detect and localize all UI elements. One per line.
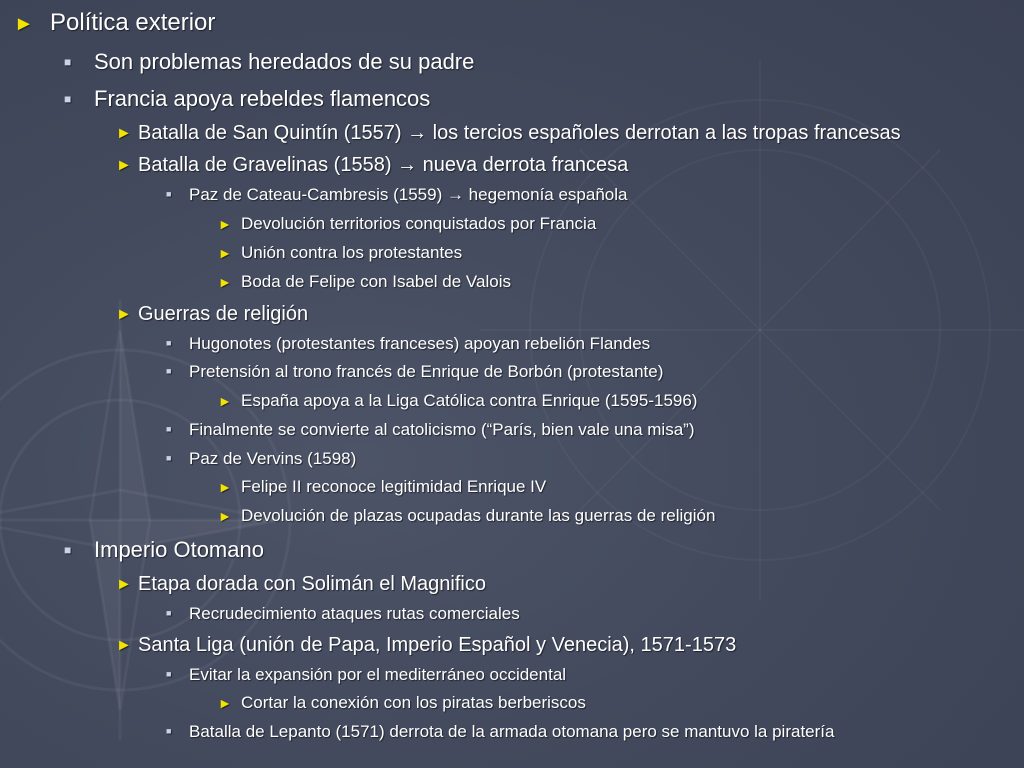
square-bullet-icon: ■ bbox=[166, 608, 172, 618]
square-bullet-icon: ■ bbox=[166, 453, 172, 463]
list-item-text: Devolución de plazas ocupadas durante las guerras de religión bbox=[241, 506, 716, 525]
yellow-triangle-bullet-icon: ► bbox=[116, 125, 132, 142]
list-item-text: Etapa dorada con Solimán el Magnifico bbox=[138, 573, 486, 595]
square-bullet-icon: ■ bbox=[64, 55, 72, 69]
square-bullet-icon: ■ bbox=[166, 366, 172, 376]
list-item-text: Francia apoya rebeldes flamencos bbox=[94, 86, 431, 111]
yellow-triangle-bullet-icon: ► bbox=[218, 216, 232, 232]
yellow-triangle-bullet-icon: ► bbox=[116, 637, 132, 654]
yellow-triangle-bullet-icon: ► bbox=[218, 274, 232, 290]
list-item-text: Recrudecimiento ataques rutas comerciales bbox=[189, 604, 520, 623]
yellow-triangle-bullet-icon: ► bbox=[218, 393, 232, 409]
yellow-triangle-bullet-icon: ► bbox=[218, 245, 232, 261]
list-item-text: Pretensión al trono francés de Enrique de Borbón (protestante) bbox=[189, 362, 664, 381]
list-item-text: Devolución territorios conquistados por Francia bbox=[241, 214, 597, 233]
square-bullet-icon: ■ bbox=[166, 669, 172, 679]
list-item-text: Felipe II reconoce legitimidad Enrique IV bbox=[241, 477, 547, 496]
list-item-text: Paz de Cateau-Cambresis (1559) → hegemonía española bbox=[189, 185, 628, 204]
square-bullet-icon: ■ bbox=[166, 189, 172, 199]
square-bullet-icon: ■ bbox=[166, 424, 172, 434]
list-item-text: Guerras de religión bbox=[138, 303, 309, 325]
yellow-triangle-bullet-icon: ► bbox=[218, 508, 232, 524]
yellow-triangle-bullet-icon: ► bbox=[116, 157, 132, 174]
square-bullet-icon: ■ bbox=[166, 726, 172, 736]
square-bullet-icon: ■ bbox=[64, 92, 72, 106]
list-item-text: Paz de Vervins (1598) bbox=[189, 449, 357, 468]
list-item-text: Batalla de Lepanto (1571) derrota de la armada otomana pero se mantuvo la piratería bbox=[189, 722, 835, 741]
list-item-text: Santa Liga (unión de Papa, Imperio Español y Venecia), 1571-1573 bbox=[138, 634, 737, 656]
list-item-text: Política exterior bbox=[50, 9, 216, 36]
list-item-text: Batalla de Gravelinas (1558) → nueva derrota francesa bbox=[138, 154, 629, 176]
list-item-text: Hugonotes (protestantes franceses) apoyan rebelión Flandes bbox=[189, 334, 651, 353]
list-item-text: Cortar la conexión con los piratas berberiscos bbox=[241, 693, 586, 712]
yellow-triangle-bullet-icon: ► bbox=[218, 695, 232, 711]
list-item-text: Son problemas heredados de su padre bbox=[94, 49, 475, 74]
list-item-text: Boda de Felipe con Isabel de Valois bbox=[241, 272, 511, 291]
list-item-text: Batalla de San Quintín (1557) → los tercios españoles derrotan a las tropas francesas bbox=[138, 122, 901, 144]
list-item-text: Unión contra los protestantes bbox=[241, 243, 463, 262]
yellow-triangle-bullet-icon: ► bbox=[14, 13, 34, 35]
square-bullet-icon: ■ bbox=[64, 543, 72, 557]
list-item-text: Imperio Otomano bbox=[94, 537, 264, 562]
square-bullet-icon: ■ bbox=[166, 338, 172, 348]
yellow-triangle-bullet-icon: ► bbox=[116, 306, 132, 323]
yellow-triangle-bullet-icon: ► bbox=[218, 479, 232, 495]
list-item-text: Evitar la expansión por el mediterráneo occidental bbox=[189, 665, 567, 684]
list-item-text: España apoya a la Liga Católica contra Enrique (1595-1596) bbox=[241, 391, 698, 410]
list-item-text: Finalmente se convierte al catolicismo (“París, bien vale una misa”) bbox=[189, 420, 695, 439]
yellow-triangle-bullet-icon: ► bbox=[116, 576, 132, 593]
